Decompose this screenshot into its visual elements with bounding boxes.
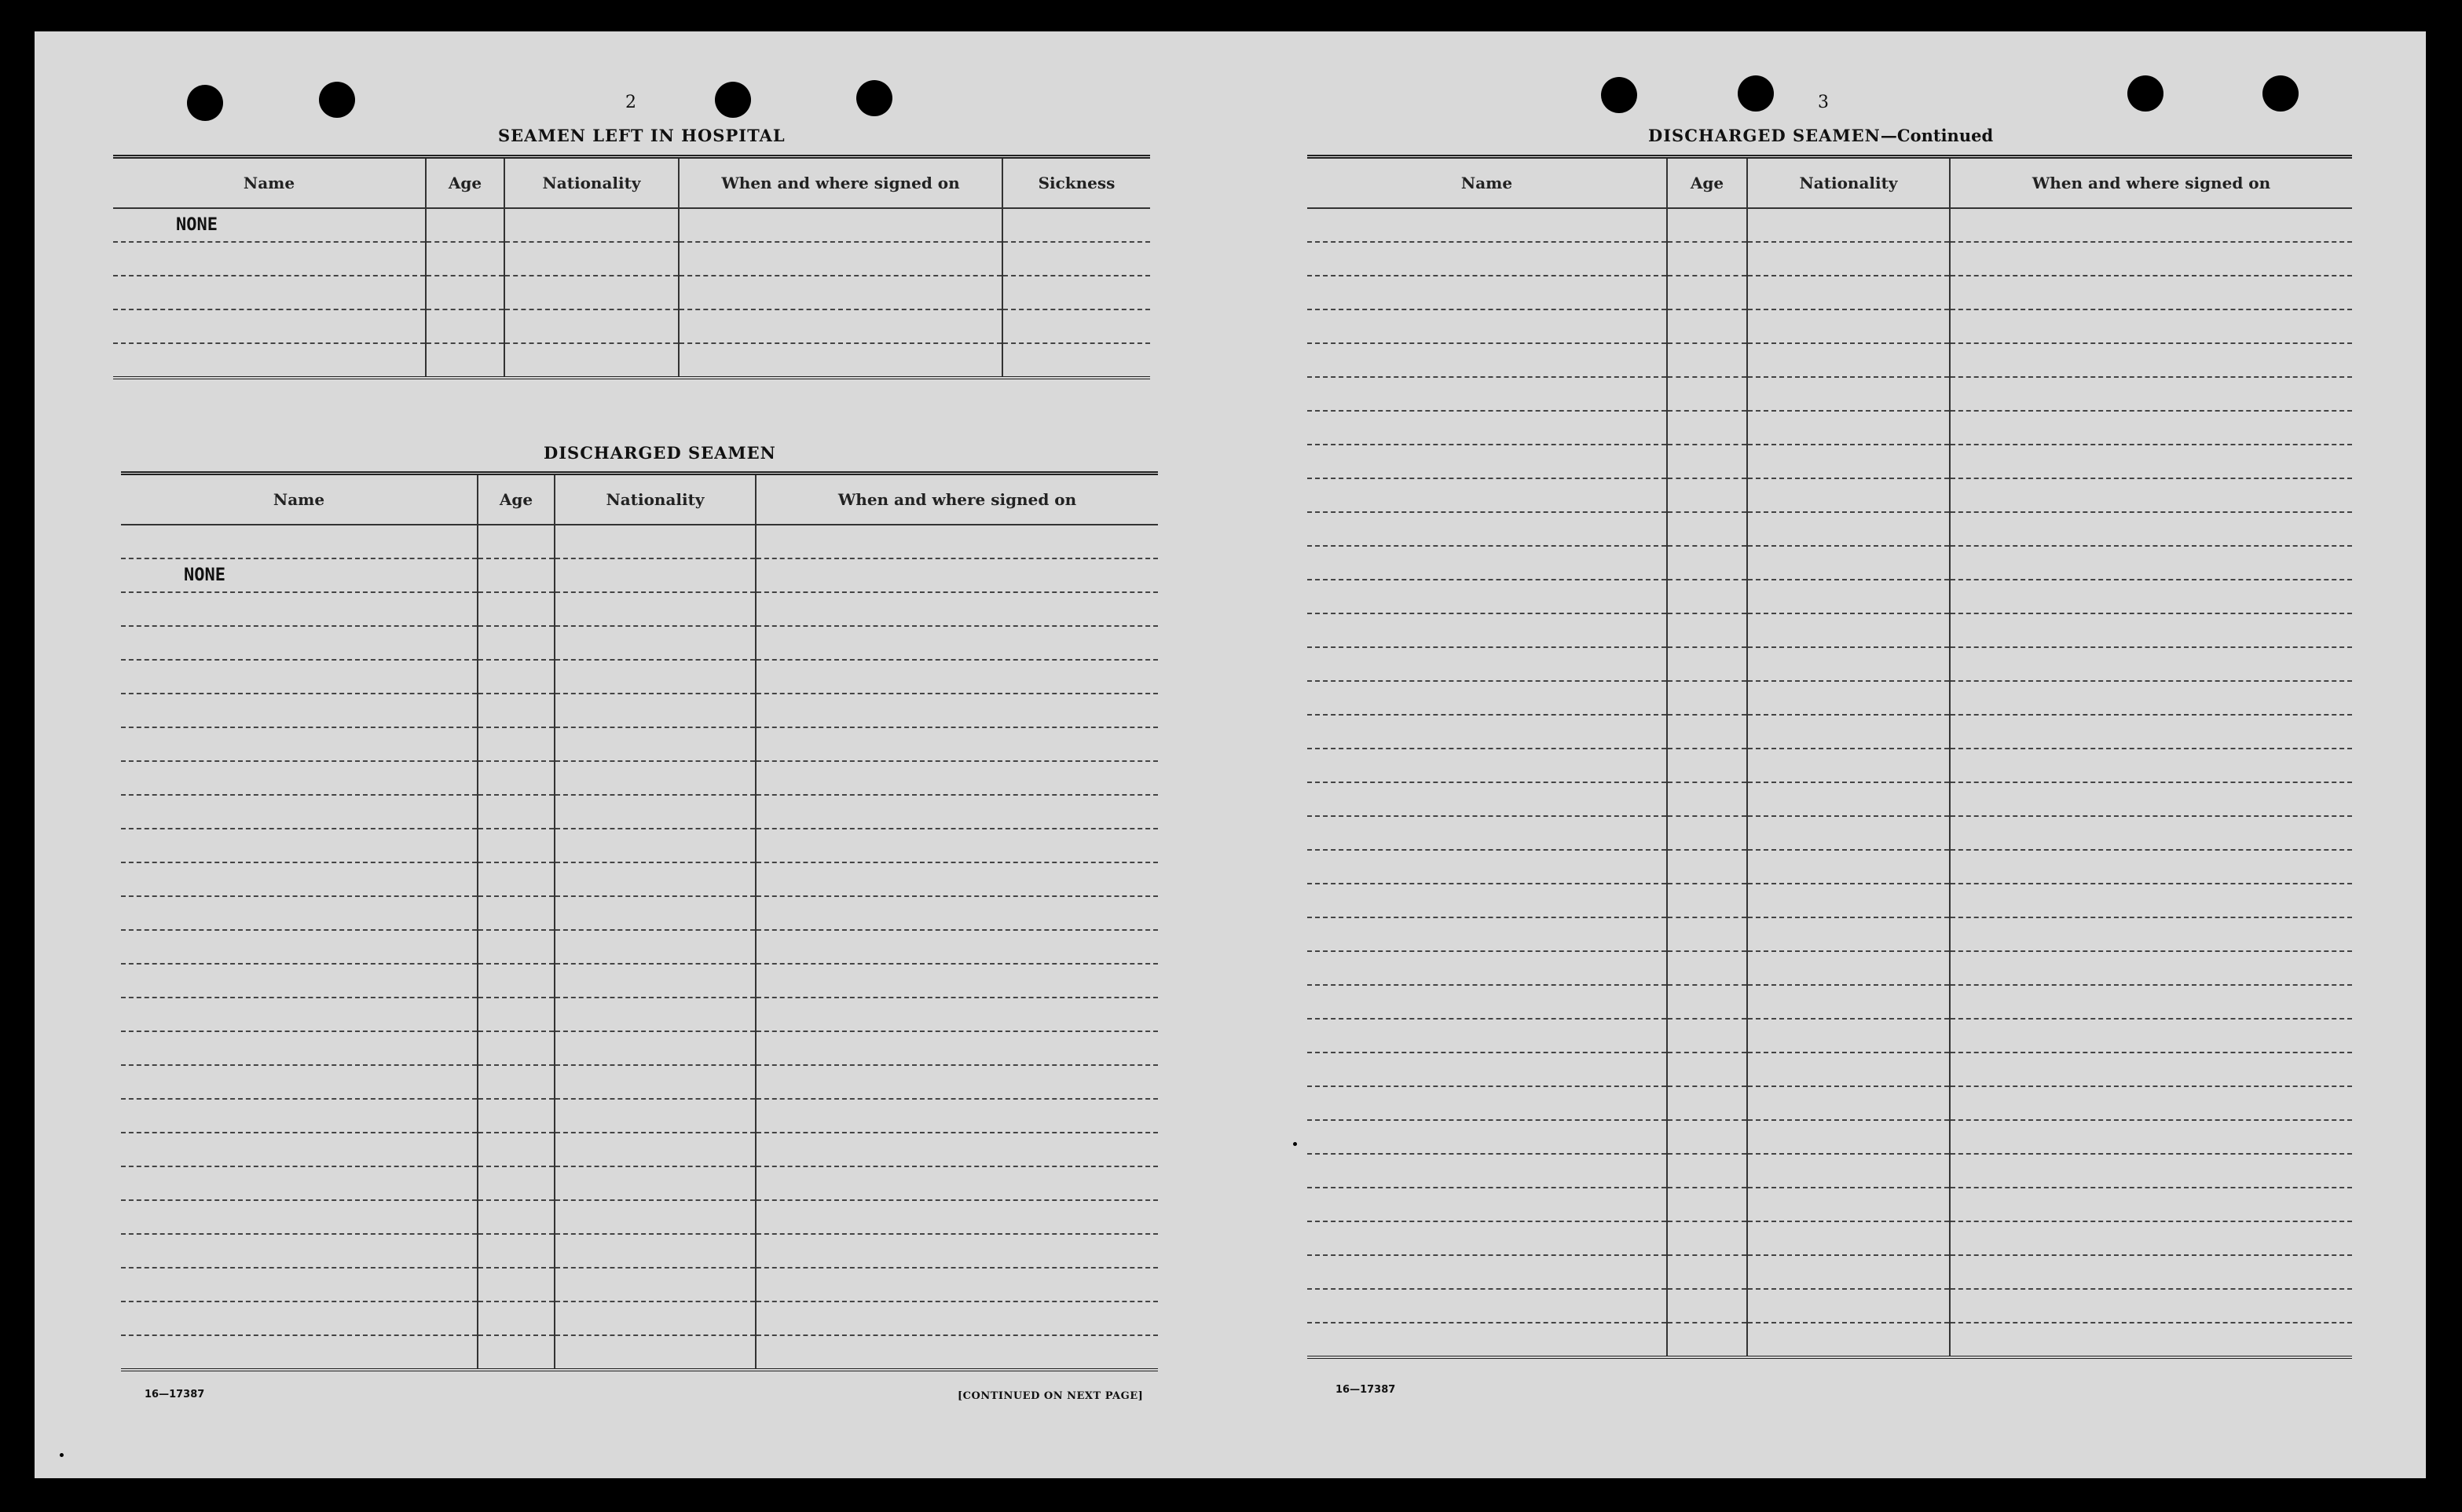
form-number-left: 16—17387 <box>145 1389 205 1400</box>
table-row <box>121 660 1158 694</box>
table-row <box>121 1200 1158 1234</box>
name-cell <box>113 208 426 242</box>
table-row <box>1307 546 2352 580</box>
table-row <box>121 1268 1158 1301</box>
punch-hole <box>856 80 892 116</box>
page-number-left: 2 <box>625 93 636 112</box>
table-header-row <box>1307 157 2352 209</box>
table-row <box>1307 242 2352 276</box>
table-row <box>1307 377 2352 411</box>
discharged-continued-title-main: DISCHARGED SEAMEN <box>1648 126 1881 145</box>
table-row <box>1307 985 2352 1019</box>
column-header-signed-on: When and where signed on <box>756 474 1158 525</box>
continued-note: [CONTINUED ON NEXT PAGE] <box>958 1390 1144 1402</box>
discharged-continued-title <box>1648 126 1993 145</box>
table-row <box>1307 208 2352 242</box>
nationality-cell <box>504 208 679 242</box>
table-row <box>1307 951 2352 985</box>
table-row <box>1307 816 2352 850</box>
table-row <box>121 930 1158 964</box>
table-row <box>113 343 1150 378</box>
table-row <box>1307 309 2352 343</box>
table-row <box>1307 782 2352 816</box>
table-row <box>121 592 1158 626</box>
table-row <box>113 276 1150 309</box>
none-entry: NONE <box>176 215 218 235</box>
column-header-age: Age <box>478 474 555 525</box>
table-row <box>1307 850 2352 884</box>
punch-hole <box>2127 75 2163 112</box>
ink-speck <box>60 1453 64 1457</box>
punch-hole <box>1738 75 1774 112</box>
table-row <box>121 1031 1158 1065</box>
continued-suffix: —Continued <box>1880 126 1994 145</box>
table-row <box>121 896 1158 930</box>
table-row <box>1307 478 2352 512</box>
table-row <box>113 208 1150 242</box>
table-row <box>1307 1053 2352 1086</box>
punch-hole <box>1601 77 1637 113</box>
table-row <box>121 1065 1158 1099</box>
table-row <box>121 1234 1158 1268</box>
table-row <box>121 1099 1158 1133</box>
table-row <box>121 829 1158 862</box>
column-header-nationality: Nationality <box>555 474 756 525</box>
age-cell <box>426 208 504 242</box>
table-row <box>121 1166 1158 1200</box>
column-header-name: Name <box>121 474 478 525</box>
table-row <box>113 309 1150 343</box>
column-header-nationality: Nationality <box>1747 157 1950 209</box>
table-row <box>1307 276 2352 309</box>
table-row <box>113 242 1150 276</box>
punch-hole <box>187 85 223 121</box>
table-header-row <box>113 157 1150 209</box>
table-row <box>1307 411 2352 445</box>
table-row <box>1307 1188 2352 1221</box>
table-row <box>121 1335 1158 1370</box>
column-header-signed-on: When and where signed on <box>1950 157 2352 209</box>
column-header-nationality: Nationality <box>504 157 679 209</box>
ink-speck <box>1293 1142 1297 1146</box>
table-row <box>121 1301 1158 1335</box>
table-header-row <box>121 474 1158 525</box>
discharged-table <box>121 471 1158 1371</box>
table-row <box>1307 681 2352 715</box>
signed-on-cell <box>679 208 1002 242</box>
table-row <box>1307 343 2352 377</box>
punch-hole <box>319 82 355 118</box>
table-row <box>121 694 1158 727</box>
sickness-cell <box>1002 208 1150 242</box>
form-number-right: 16—17387 <box>1335 1384 1396 1396</box>
column-header-sickness: Sickness <box>1002 157 1150 209</box>
punch-hole <box>715 82 751 118</box>
column-header-name: Name <box>113 157 426 209</box>
table-row <box>121 862 1158 896</box>
table-row <box>1307 647 2352 681</box>
hospital-table <box>113 155 1150 379</box>
table-row <box>1307 1289 2352 1323</box>
table-row <box>1307 1323 2352 1357</box>
hospital-section-title: SEAMEN LEFT IN HOSPITAL <box>498 126 786 145</box>
name-cell <box>121 558 478 592</box>
table-row <box>121 727 1158 761</box>
table-row <box>121 558 1158 592</box>
table-row <box>121 626 1158 660</box>
column-header-age: Age <box>426 157 504 209</box>
column-header-signed-on: When and where signed on <box>679 157 1002 209</box>
table-row <box>1307 1086 2352 1120</box>
table-row <box>121 998 1158 1031</box>
page-number-right: 3 <box>1818 93 1829 112</box>
table-row <box>121 964 1158 998</box>
table-row <box>1307 613 2352 647</box>
table-row <box>1307 512 2352 546</box>
document-sheet <box>35 31 2426 1478</box>
table-row <box>121 1133 1158 1166</box>
table-row <box>121 795 1158 829</box>
column-header-age: Age <box>1667 157 1747 209</box>
table-row <box>1307 749 2352 782</box>
table-row <box>1307 1120 2352 1154</box>
discharged-continued-table <box>1307 155 2352 1359</box>
table-row <box>1307 445 2352 478</box>
table-row <box>121 761 1158 795</box>
column-header-name: Name <box>1307 157 1667 209</box>
table-row <box>1307 1019 2352 1053</box>
discharged-section-title: DISCHARGED SEAMEN <box>544 443 776 463</box>
table-row <box>121 525 1158 558</box>
table-row <box>1307 1221 2352 1255</box>
none-entry: NONE <box>184 566 225 585</box>
table-row <box>1307 917 2352 951</box>
table-row <box>1307 1154 2352 1188</box>
table-row <box>1307 1255 2352 1289</box>
table-row <box>1307 884 2352 917</box>
table-row <box>1307 715 2352 749</box>
punch-hole <box>2262 75 2299 112</box>
table-row <box>1307 580 2352 613</box>
